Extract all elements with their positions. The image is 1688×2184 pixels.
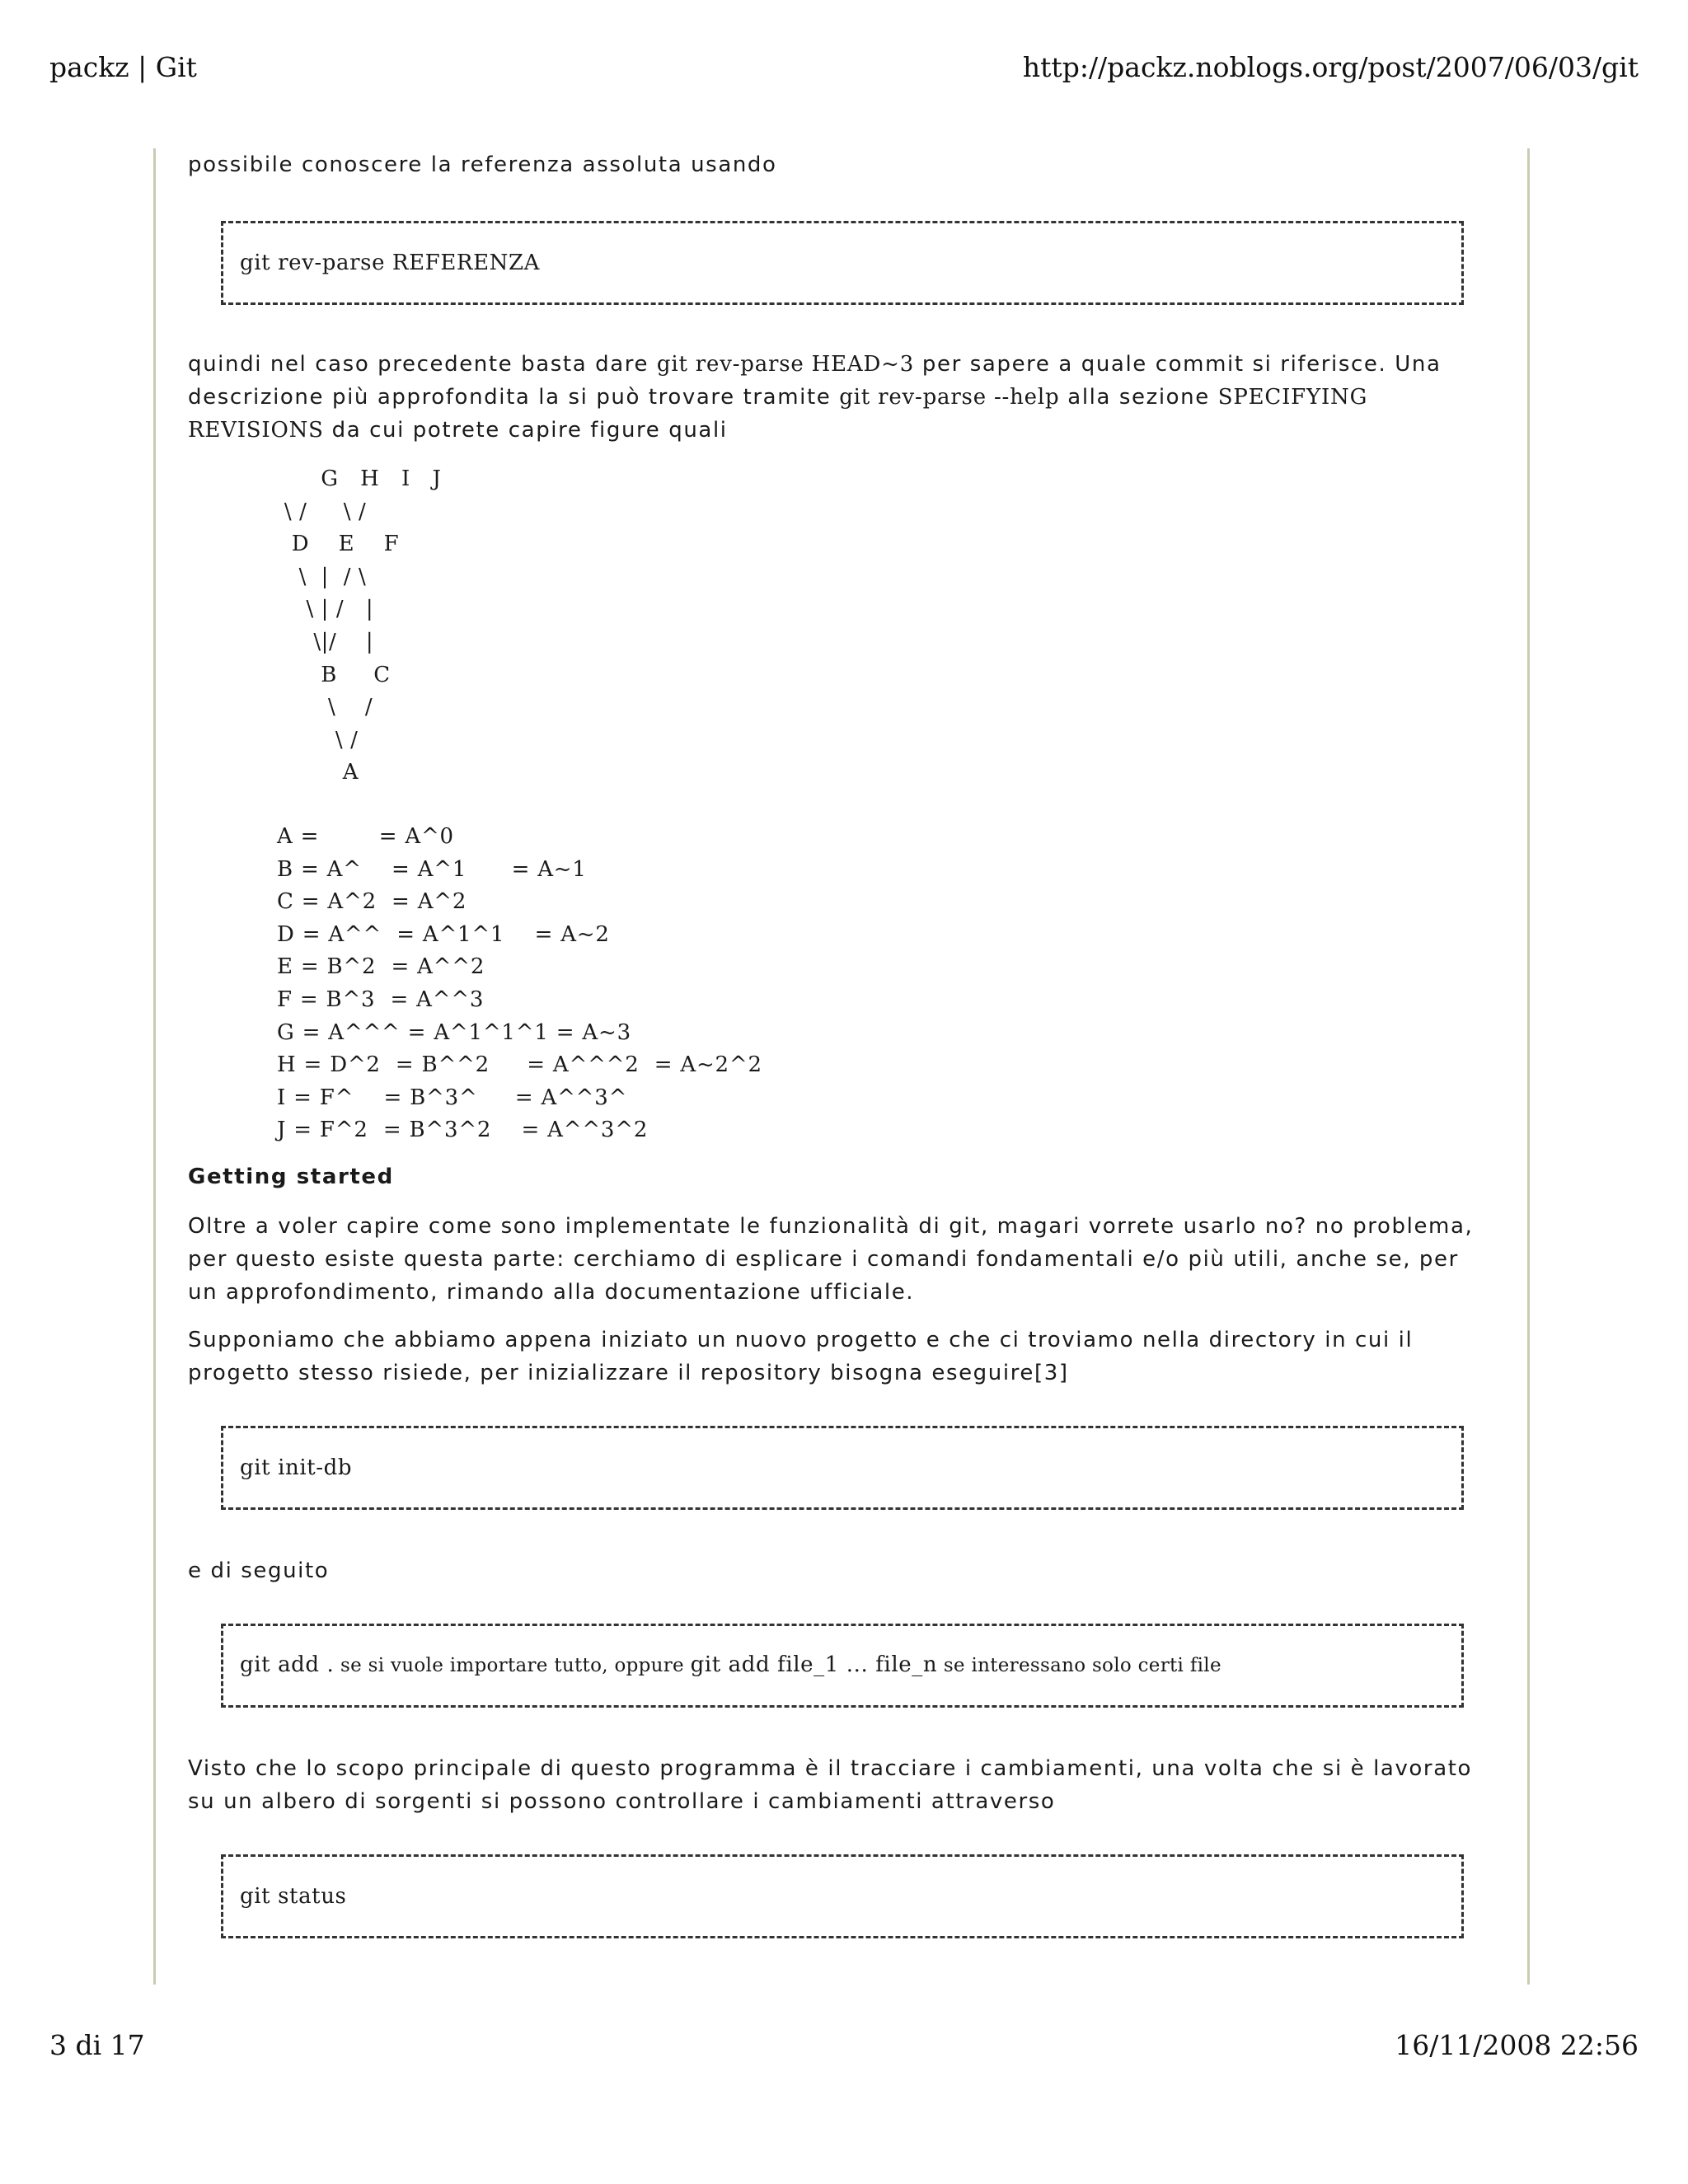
text-span: per sapere a quale commit si riferisce. Una descrizione più approfondita la si può trovare tramite (188, 352, 1442, 410)
command: git add file_1 ... file_n (690, 1652, 938, 1678)
paragraph-revparse (188, 348, 1482, 447)
command: git add . (240, 1652, 335, 1678)
inline-code: git rev-parse --help (839, 385, 1060, 410)
print-header (49, 51, 1639, 83)
paragraph-getting-started: Oltre a voler capire come sono implementate le funzionalità di git, magari vorrete usarlo no? no problema, per questo esiste questa parte: cerchiamo di esplicare i comandi fondamentali e/o più utili, anche se, per un approfondimento, rimando alla documentazione ufficiale. (188, 1213, 1474, 1305)
article-content (188, 148, 1482, 1938)
intro-text: possibile conoscere la referenza assoluta usando (188, 152, 777, 177)
note: se interessano solo certi file (937, 1655, 1221, 1677)
page-number: 3 di 17 (49, 2029, 145, 2061)
paragraph-tracking: Visto che lo scopo principale di questo programma è il tracciare i cambiamenti, una volta che si è lavorato su un albero di sorgenti si possono controllare i cambiamenti attraverso (188, 1755, 1473, 1814)
print-footer (49, 2029, 1639, 2061)
code-text: git init-db (240, 1455, 353, 1480)
code-text: git status (240, 1883, 347, 1909)
text-span: quindi nel caso precedente basta dare (188, 352, 657, 377)
text-span: da cui potrete capire figure quali (323, 418, 728, 443)
code-text (240, 1648, 1221, 1682)
revision-equations: A = = A^0 B = A^ = A^1 = A~1 C = A^2 = A^2 D = A^^ = A^1^1 = A~2 E = B^2 = A^^2 F = B^3 = A^^3 G = A^^^ = A^1^1^1 = A~3 H = D^2 = B^^2 = A^^^2 = A~2^2 I = F^ = B^3^ = A^^3^ J = F^2 = B^3^2 = A^^3^2 (277, 823, 762, 1143)
page-url: http://packz.noblogs.org/post/2007/06/03/git (1022, 51, 1639, 83)
inline-code: git rev-parse HEAD~3 (656, 352, 915, 377)
paragraph-new-project: Supponiamo che abbiamo appena iniziato un nuovo progetto e che ci troviamo nella directory in cui il progetto stesso risiede, per inizializzare il repository bisogna eseguire[3] (188, 1327, 1414, 1385)
inline-code: SPECIFYING REVISIONS (188, 385, 1368, 443)
code-block-init (221, 1426, 1464, 1510)
section-heading: Getting started (188, 1164, 394, 1189)
code-block-add (221, 1624, 1464, 1708)
code-text: git rev-parse REFERENZA (240, 251, 541, 275)
text-span: alla sezione (1059, 385, 1218, 410)
print-datetime: 16/11/2008 22:56 (1395, 2029, 1639, 2061)
page-title: packz | Git (49, 51, 197, 83)
code-block-revparse (221, 221, 1464, 305)
paragraph-seguito: e di seguito (188, 1558, 330, 1583)
code-block-status (221, 1854, 1464, 1938)
commit-graph-diagram: G H I J \ / \ / D E F \ | / \ \ | / | \|/ | B C \ / \ / A (284, 466, 442, 785)
note: se si vuole importare tutto, oppure (334, 1655, 691, 1677)
